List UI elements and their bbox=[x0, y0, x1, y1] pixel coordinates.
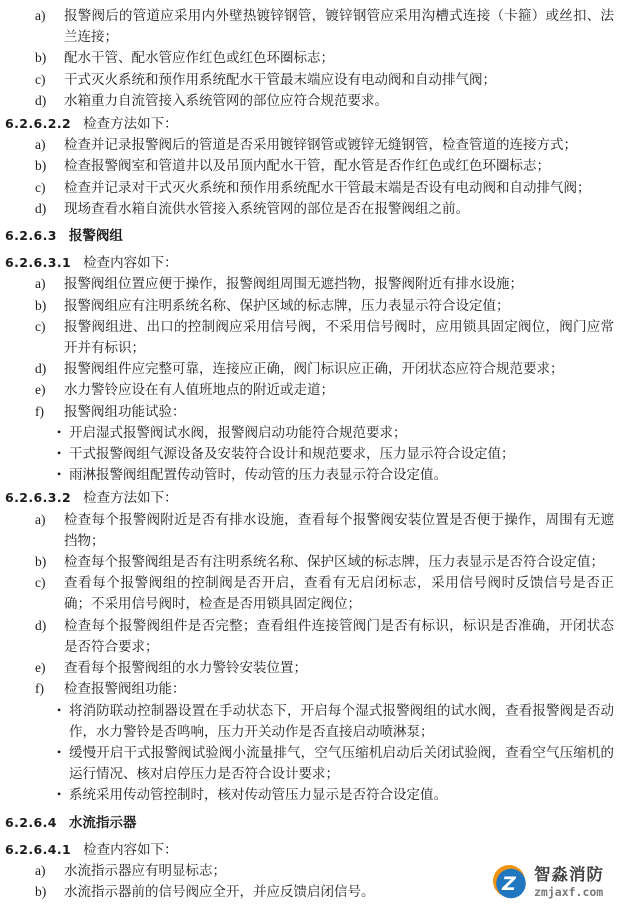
list-item bbox=[5, 47, 614, 68]
list-item bbox=[5, 273, 614, 294]
item-label: c) bbox=[35, 179, 46, 195]
section-heading bbox=[5, 812, 614, 834]
brand-domain: zmjaxf.com bbox=[534, 884, 604, 899]
bullet-icon: • bbox=[57, 744, 62, 759]
list-item bbox=[5, 155, 614, 176]
item-text: 水流指示器应有明显标志； bbox=[64, 862, 226, 878]
bullet-icon: • bbox=[57, 467, 62, 482]
item-text: 水箱重力自流管接入系统管网的部位应符合规范要求。 bbox=[64, 92, 388, 108]
list-item bbox=[5, 379, 614, 400]
item-text: 检查报警阀组功能： bbox=[64, 681, 186, 697]
logo-text bbox=[534, 866, 604, 897]
list-item bbox=[5, 177, 614, 198]
item-text: 水流指示器前的信号阀应全开，并应反馈启闭信号。 bbox=[64, 884, 375, 900]
bullet-item bbox=[5, 742, 614, 784]
item-text: 报警阀后的管道应采用内外壁热镀锌钢管，镀锌钢管应采用沟槽式连接（卡箍）或丝扣、法兰连接； bbox=[64, 8, 614, 45]
item-label: d) bbox=[35, 92, 47, 108]
zhimiao-logo bbox=[492, 864, 604, 900]
item-label: c) bbox=[35, 575, 46, 591]
bullet-item bbox=[5, 422, 614, 443]
clause-line bbox=[5, 487, 614, 508]
list-item bbox=[5, 615, 614, 657]
item-label: b) bbox=[35, 158, 47, 174]
bullet-icon: • bbox=[57, 787, 62, 802]
list-item bbox=[5, 69, 614, 90]
item-label: e) bbox=[35, 382, 46, 398]
clause-title: 检查内容如下： bbox=[83, 841, 178, 857]
item-label: c) bbox=[35, 318, 46, 334]
brand-name: 智淼消防 bbox=[534, 865, 604, 885]
list-item bbox=[5, 198, 614, 219]
item-text: 报警阀组进、出口的控制阀应采用信号阀，不采用信号阀时，应用锁具固定阀位，阀门应常开并有标识； bbox=[64, 318, 614, 356]
item-label: a) bbox=[35, 8, 46, 23]
bullet-text: 系统采用传动管控制时，核对传动管压力显示是否符合设定值。 bbox=[69, 787, 447, 803]
clause-title: 检查方法如下： bbox=[83, 490, 178, 506]
item-label: d) bbox=[35, 361, 47, 377]
section-title: 报警阀组 bbox=[68, 228, 123, 245]
list-item bbox=[5, 678, 614, 699]
item-text: 水力警铃应设在有人值班地点的附近或走道； bbox=[64, 382, 334, 398]
item-text: 检查并记录对干式灭火系统和预作用系统配水干管最末端是否设有电动阀和自动排气阀； bbox=[64, 179, 591, 195]
item-text: 检查每个报警阀组件是否完整；查看组件连接管阀门是否有标识，标识是否准确，开闭状态是否符合要求； bbox=[64, 617, 614, 654]
item-text: 现场查看水箱自流供水管接入系统管网的部位是否在报警阀组之前。 bbox=[64, 200, 469, 216]
item-label: d) bbox=[35, 200, 47, 216]
item-text: 报警阀组位置应便于操作，报警阀组周围无遮挡物，报警阀附近有排水设施； bbox=[64, 276, 523, 292]
list-item bbox=[5, 295, 614, 316]
clause-number: 6.2.6.4.1 bbox=[5, 841, 72, 857]
item-label: b) bbox=[35, 50, 47, 66]
section-number: 6.2.6.4 bbox=[5, 814, 57, 830]
section-number: 6.2.6.3 bbox=[5, 228, 57, 244]
clause-line bbox=[5, 113, 614, 134]
bullet-item bbox=[5, 700, 614, 742]
item-label: a) bbox=[35, 137, 46, 153]
item-text: 配水干管、配水管应作红色或红色环圈标志； bbox=[64, 50, 334, 66]
list-item bbox=[5, 90, 614, 111]
list-item bbox=[5, 134, 614, 155]
bullet-text: 开启湿式报警阀试水阀，报警阀启动功能符合规范要求； bbox=[69, 424, 407, 440]
item-text: 检查每个报警阀组是否有注明系统名称、保护区域的标志牌，压力表显示是否符合设定值； bbox=[64, 554, 604, 570]
clause-line bbox=[5, 839, 614, 860]
item-text: 查看每个报警阀组的控制阀是否开启，查看有无启闭标志，采用信号阀时反馈信号是否正确；不采用信号阀时，检查是否用锁具固定阀位； bbox=[64, 575, 614, 612]
clause-title: 检查内容如下： bbox=[83, 255, 178, 271]
item-label: b) bbox=[35, 297, 47, 313]
item-text: 报警阀组应有注明系统名称、保护区域的标志牌，压力表显示符合设定值； bbox=[64, 297, 510, 313]
item-label: a) bbox=[35, 511, 46, 527]
clause-line bbox=[5, 252, 614, 273]
bullet-text: 雨淋报警阀组配置传动管时，传动管的压力表显示符合设定值。 bbox=[69, 467, 447, 483]
logo-z-mark: Z bbox=[502, 873, 516, 895]
list-item bbox=[5, 401, 614, 422]
item-label: c) bbox=[35, 71, 46, 87]
bullet-icon: • bbox=[57, 424, 62, 439]
bullet-item bbox=[5, 784, 614, 805]
bullet-icon: • bbox=[57, 446, 62, 461]
section-title: 水流指示器 bbox=[68, 814, 137, 831]
item-label: f) bbox=[35, 403, 44, 419]
item-label: b) bbox=[35, 884, 47, 900]
list-item bbox=[5, 551, 614, 572]
list-item bbox=[5, 358, 614, 379]
clause-number: 6.2.6.2.2 bbox=[5, 116, 72, 132]
bullet-item bbox=[5, 443, 614, 464]
list-item bbox=[5, 509, 614, 551]
section-heading bbox=[5, 225, 614, 247]
bullet-text: 缓慢开启干式报警阀试验阀小流量排气，空气压缩机启动后关闭试验阀，查看空气压缩机的运行情况、核对启停压力是否符合设计要求； bbox=[69, 744, 614, 782]
item-label: d) bbox=[35, 617, 47, 633]
bullet-text: 将消防联动控制器设置在手动状态下，开启每个湿式报警阀组的试水阀，查看报警阀是否动作，水力警铃是否鸣响，压力开关动作是否直接启动喷淋泵； bbox=[69, 702, 614, 739]
list-item bbox=[5, 316, 614, 358]
bullet-item bbox=[5, 464, 614, 485]
logo-icon bbox=[492, 864, 528, 900]
item-label: a) bbox=[35, 276, 46, 292]
item-text: 报警阀组件应完整可靠，连接应正确，阀门标识应正确，开闭状态应符合规范要求； bbox=[64, 361, 564, 377]
clause-number: 6.2.6.3.1 bbox=[5, 255, 72, 271]
item-label: e) bbox=[35, 660, 46, 676]
bullet-text: 干式报警阀组气源设备及安装符合设计和规范要求，压力显示符合设定值； bbox=[69, 446, 515, 462]
item-text: 干式灭火系统和预作用系统配水干管最末端应设有电动阀和自动排气阀； bbox=[64, 71, 496, 87]
item-label: a) bbox=[35, 862, 46, 878]
list-item bbox=[5, 5, 614, 47]
item-text: 查看每个报警阀组的水力警铃安装位置； bbox=[64, 660, 307, 676]
clause-title: 检查方法如下： bbox=[83, 116, 178, 132]
clause-number: 6.2.6.3.2 bbox=[5, 490, 72, 506]
bullet-icon: • bbox=[57, 702, 62, 717]
item-text: 检查每个报警阀附近是否有排水设施，查看每个报警阀安装位置是否便于操作，周围有无遮挡物； bbox=[64, 511, 614, 548]
item-text: 检查并记录报警阀后的管道是否采用镀锌钢管或镀锌无缝钢管，检查管道的连接方式； bbox=[64, 137, 577, 153]
item-text: 检查报警阀室和管道井以及吊顶内配水干管，配水管是否作红色或红色环圈标志； bbox=[64, 158, 550, 174]
item-label: b) bbox=[35, 554, 47, 570]
list-item bbox=[5, 657, 614, 678]
item-label: f) bbox=[35, 681, 44, 697]
list-item bbox=[5, 572, 614, 614]
item-text: 报警阀组功能试验： bbox=[64, 403, 186, 419]
